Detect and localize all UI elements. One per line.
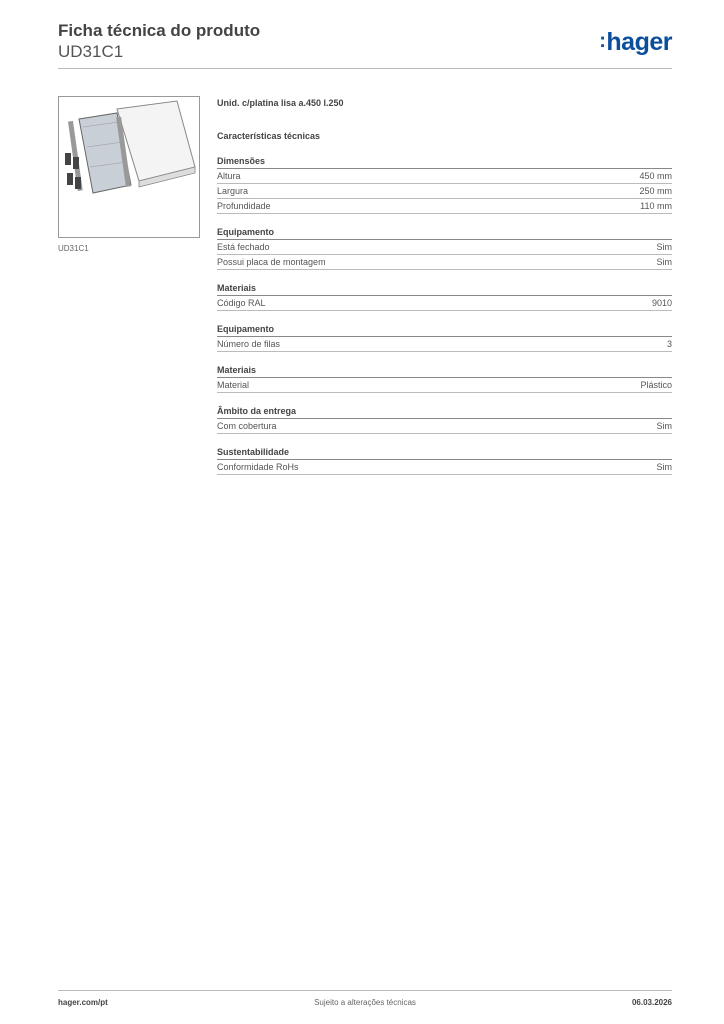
spec-value: 250 mm — [639, 186, 672, 196]
spec-value: 3 — [666, 339, 672, 349]
tech-characteristics-title: Características técnicas — [217, 131, 321, 141]
section-title: Materiais — [217, 364, 672, 378]
hager-logo: :hager — [599, 28, 672, 56]
page-title: Ficha técnica do produto — [58, 21, 261, 40]
spec-value: Plástico — [640, 380, 672, 390]
spec-label: Possui placa de montagem — [217, 257, 326, 267]
page-header — [58, 20, 672, 68]
page-footer — [58, 998, 672, 1010]
spec-label: Largura — [217, 186, 249, 196]
enclosure-illustration — [59, 97, 199, 237]
spec-value: Sim — [656, 421, 672, 431]
spec-label: Número de filas — [217, 339, 281, 349]
spec-value: 450 mm — [639, 171, 672, 181]
section-title: Sustentabilidade — [217, 446, 672, 460]
spec-label: Com cobertura — [217, 421, 277, 431]
spec-section — [217, 446, 672, 475]
spec-sections — [217, 155, 672, 475]
footer-date: 06.03.2026 — [631, 998, 672, 1007]
spec-label: Material — [217, 380, 250, 390]
product-image — [58, 96, 200, 238]
spec-value: Sim — [656, 257, 672, 267]
spec-value: 110 mm — [640, 201, 672, 211]
spec-section — [217, 282, 672, 311]
spec-section — [217, 405, 672, 434]
spec-row — [217, 184, 672, 199]
spec-label: Profundidade — [217, 201, 271, 211]
section-title: Âmbito da entrega — [217, 405, 672, 419]
spec-row — [217, 240, 672, 255]
spec-label: Conformidade RoHs — [217, 462, 299, 472]
spec-section — [217, 364, 672, 393]
image-caption: UD31C1 — [58, 244, 89, 253]
spec-row — [217, 378, 672, 393]
spec-section — [217, 155, 672, 214]
spec-row — [217, 337, 672, 352]
spec-section — [217, 226, 672, 270]
logo-text: hager — [606, 28, 672, 56]
spec-value: Sim — [656, 242, 672, 252]
spec-row — [217, 296, 672, 311]
section-title: Equipamento — [217, 226, 672, 240]
footer-notice: Sujeito a alterações técnicas — [314, 998, 416, 1007]
spec-value: 9010 — [651, 298, 672, 308]
spec-section — [217, 323, 672, 352]
footer-website: hager.com/pt — [58, 998, 108, 1007]
spec-row — [217, 169, 672, 184]
section-title: Equipamento — [217, 323, 672, 337]
spec-row — [217, 460, 672, 475]
spec-sheet — [217, 96, 672, 475]
section-title: Dimensões — [217, 155, 672, 169]
spec-label: Código RAL — [217, 298, 266, 308]
spec-row — [217, 255, 672, 270]
spec-label: Está fechado — [217, 242, 270, 252]
spec-row — [217, 199, 672, 214]
spec-value: Sim — [656, 462, 672, 472]
product-code: UD31C1 — [58, 42, 124, 61]
footer-divider — [58, 990, 672, 991]
section-title: Materiais — [217, 282, 672, 296]
spec-label: Altura — [217, 171, 241, 181]
header-divider — [58, 68, 672, 69]
product-description: Unid. c/platina lisa a.450 l.250 — [217, 98, 344, 108]
spec-row — [217, 419, 672, 434]
